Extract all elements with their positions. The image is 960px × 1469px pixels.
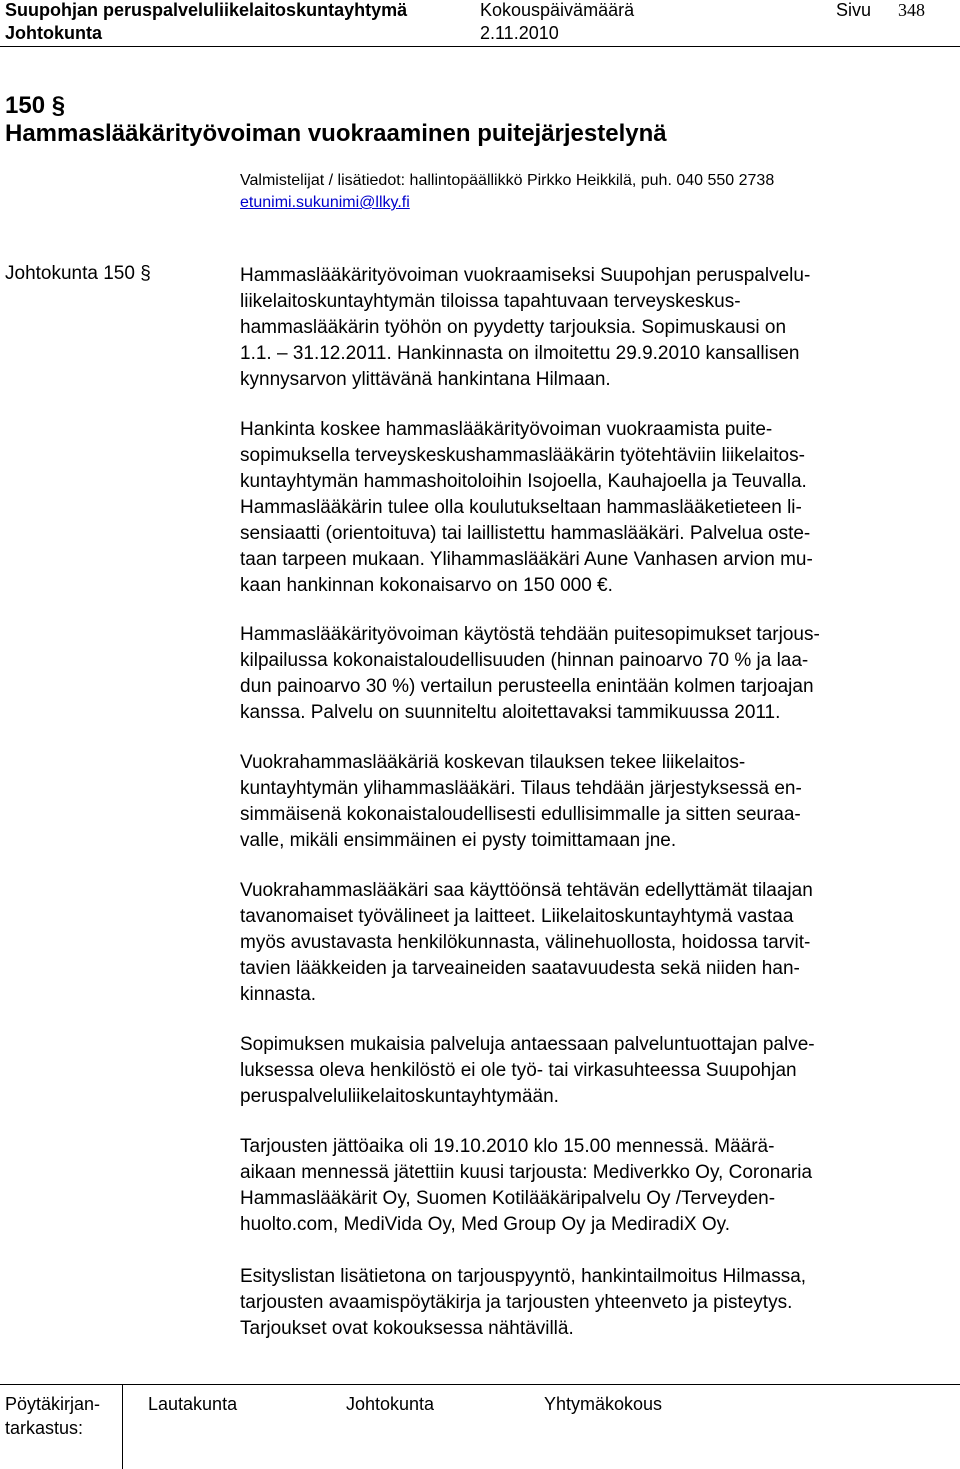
paragraph-line: Vuokrahammaslääkäri saa käyttöönsä tehtävän edellyttämät tilaajan [240, 880, 813, 901]
paragraph-line: Esityslistan lisätietona on tarjouspyyntö, hankintailmoitus Hilmassa, [240, 1266, 807, 1287]
header-date: 2.11.2010 [480, 23, 559, 43]
paragraph-line: hammaslääkärin työhön on pyydetty tarjouksia. Sopimuskausi on [240, 317, 787, 338]
paragraph-line: simmäisenä kokonaistaloudellisesti edullisimmalle ja sitten seuraa- [240, 804, 801, 825]
header-meeting-date-label: Kokouspäivämäärä [480, 0, 635, 20]
paragraph-line: 1.1. – 31.12.2011. Hankinnasta on ilmoitettu 29.9.2010 kansallisen [240, 343, 800, 364]
paragraph-line: Vuokrahammaslääkäriä koskevan tilauksen tekee liikelaitos- [240, 752, 746, 773]
paragraph-line: kuntayhtymän ylihammaslääkäri. Tilaus tehdään järjestyksessä en- [240, 778, 802, 799]
paragraph-line: kanssa. Palvelu on suunniteltu aloitettavaksi tammikuussa 2011. [240, 702, 781, 723]
paragraph-line: Tarjoukset ovat kokouksessa nähtävillä. [240, 1318, 574, 1339]
paragraph-line: tarjousten avaamispöytäkirja ja tarjousten yhteenveto ja pisteytys. [240, 1292, 793, 1313]
paragraph-line: sensiaatti (orientoituva) tai laillistettu hammaslääkäri. Palvelua oste- [240, 523, 811, 544]
paragraph-line: Hammaslääkärit Oy, Suomen Kotilääkäripalvelu Oy /Terveyden- [240, 1188, 776, 1209]
paragraph-line: tavanomaiset työvälineet ja laitteet. Liikelaitoskuntayhtymä vastaa [240, 906, 794, 927]
paragraph-line: kaan hankinnan kokonaisarvo on 150 000 €. [240, 575, 613, 596]
paragraph-line: myös avustavasta henkilökunnasta, välinehuollosta, hoidossa tarvit- [240, 932, 811, 953]
paragraph-line: kilpailussa kokonaistaloudellisuuden (hinnan painoarvo 70 % ja laa- [240, 650, 809, 671]
header-body: Johtokunta [5, 23, 102, 43]
paragraph-line: Hammaslääkärityövoiman vuokraamiseksi Suupohjan peruspalvelu- [240, 265, 811, 286]
footer-review-label-2: tarkastus: [5, 1418, 84, 1438]
decision-label: Johtokunta 150 § [5, 263, 151, 284]
footer-column-divider [122, 1385, 123, 1469]
preparers-line: Valmistelijat / lisätiedot: hallintopäällikkö Pirkko Heikkilä, puh. 040 550 2738 [240, 172, 775, 189]
paragraph-line: Sopimuksen mukaisia palveluja antaessaan palveluntuottajan palve- [240, 1034, 815, 1055]
paragraph-line: liikelaitoskuntayhtymän tiloissa tapahtuvaan terveyskeskus- [240, 291, 741, 312]
footer-review-label: Pöytäkirjan- [5, 1394, 101, 1414]
paragraph-line: kuntayhtymän hammashoitoloihin Isojoella, Kauhajoella ja Teuvalla. [240, 471, 807, 492]
paragraph-line: sopimuksella terveyskeskushammaslääkärin työtehtäviin liikelaitos- [240, 445, 805, 466]
preparers-email-link[interactable]: etunimi.sukunimi@llky.fi [240, 194, 410, 211]
paragraph-line: luksessa oleva henkilöstö ei ole työ- tai virkasuhteessa Suupohjan [240, 1060, 797, 1081]
paragraph-line: Hankinta koskee hammaslääkärityövoiman vuokraamista puite- [240, 419, 773, 440]
paragraph-line: peruspalveluliikelaitoskuntayhtymään. [240, 1086, 559, 1107]
section-title: Hammaslääkärityövoiman vuokraaminen puitejärjestelynä [5, 120, 667, 147]
paragraph-line: Tarjousten jättöaika oli 19.10.2010 klo 15.00 mennessä. Määrä- [240, 1136, 775, 1157]
header-organization: Suupohjan peruspalveluliikelaitoskuntayhtymä [5, 0, 408, 20]
header-divider [0, 46, 960, 47]
footer-col-lautakunta: Lautakunta [148, 1394, 238, 1414]
section-number: 150 § [5, 92, 66, 119]
paragraph-line: dun painoarvo 30 %) vertailun perusteella enintään kolmen tarjoajan [240, 676, 814, 697]
paragraph-line: Hammaslääkärityövoiman käytöstä tehdään puitesopimukset tarjous- [240, 624, 820, 645]
footer-col-yhtymakokous: Yhtymäkokous [544, 1394, 663, 1414]
paragraph-line: tavien lääkkeiden ja tarveaineiden saatavuudesta sekä niiden han- [240, 958, 800, 979]
footer-col-johtokunta: Johtokunta [346, 1394, 435, 1414]
footer-divider [0, 1384, 960, 1385]
header-page-number: 348 [898, 0, 925, 20]
paragraph-line: taan tarpeen mukaan. Ylihammaslääkäri Aune Vanhasen arvion mu- [240, 549, 813, 570]
paragraph-line: kinnasta. [240, 984, 317, 1005]
paragraph-line: valle, mikäli ensimmäinen ei pysty toimittamaan jne. [240, 830, 677, 851]
paragraph-line: kynnysarvon ylittävänä hankintana Hilmaan. [240, 369, 611, 390]
paragraph-line: huolto.com, MediVida Oy, Med Group Oy ja MediradiX Oy. [240, 1214, 730, 1235]
paragraph-line: Hammaslääkärin tulee olla koulutukseltaan hammaslääketieteen li- [240, 497, 802, 518]
paragraph-line: aikaan mennessä jätettiin kuusi tarjousta: Mediverkko Oy, Coronaria [240, 1162, 813, 1183]
header-page-label: Sivu [836, 0, 872, 20]
